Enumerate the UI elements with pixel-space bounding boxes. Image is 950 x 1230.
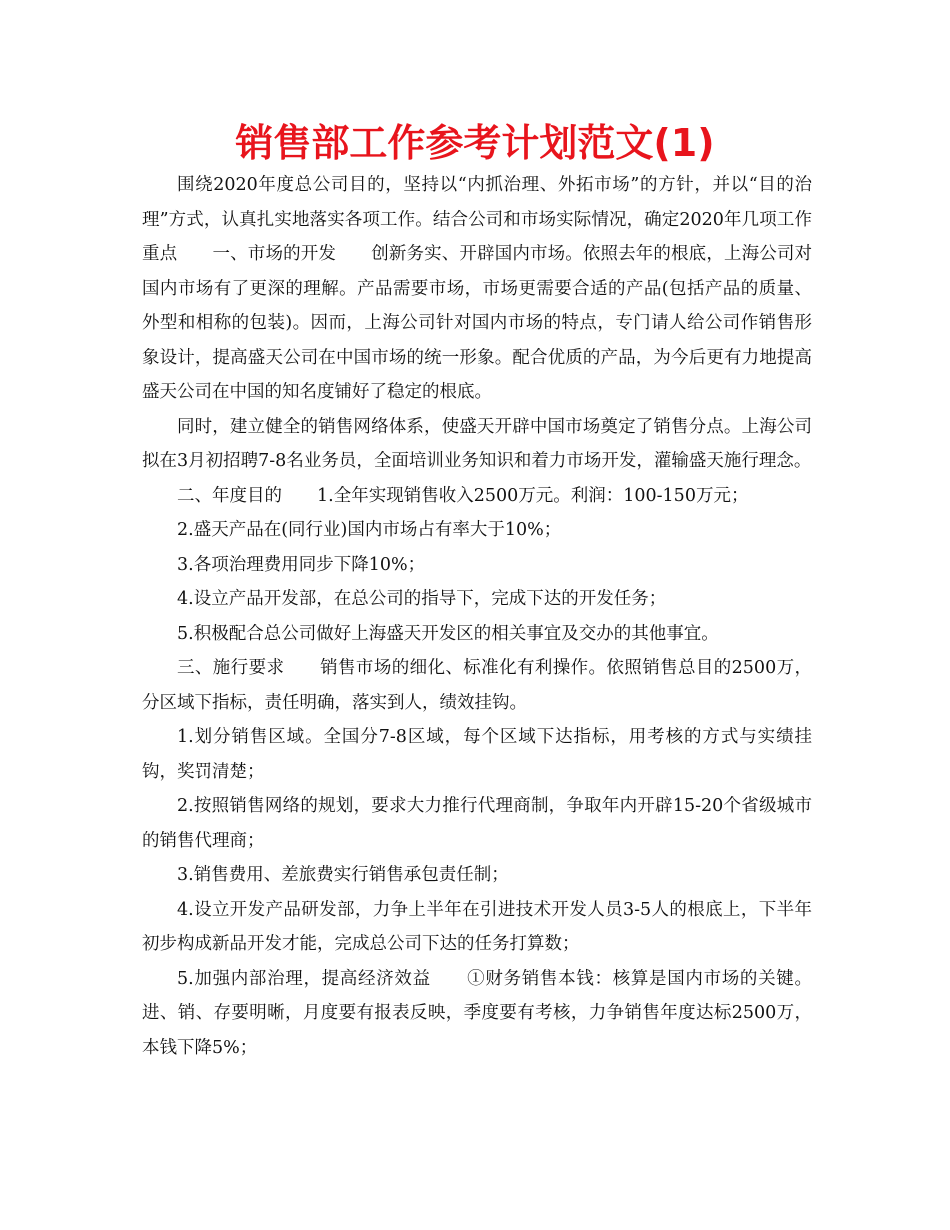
paragraph: 三、施行要求 销售市场的细化、标准化有利操作。依照销售总目的2500万，分区域下指标，责任明确，落实到人，绩效挂钩。: [142, 658, 812, 713]
paragraph: 5.积极配合总公司做好上海盛天开发区的相关事宜及交办的其他事宜。: [177, 623, 719, 644]
paragraph: 2.按照销售网络的规划，要求大力推行代理商制，争取年内开辟15-20个省级城市的销售代理商；: [142, 796, 812, 851]
paragraph: 4.设立开发产品研发部，力争上半年在引进技术开发人员3-5人的根底上，下半年初步构成新品开发才能，完成总公司下达的任务打算数；: [142, 899, 812, 954]
paragraph: 3.各项治理费用同步下降10%；: [177, 554, 426, 575]
document-title: 销售部工作参考计划范文(1): [235, 121, 715, 165]
paragraph: 3.销售费用、差旅费实行销售承包责任制；: [177, 865, 509, 885]
paragraph: 1.划分销售区域。全国分7-8区域，每个区域下达指标，用考核的方式与实绩挂钩，奖罚清楚；: [142, 727, 812, 782]
paragraph: 5.加强内部治理，提高经济效益 ①财务销售本钱：核算是国内市场的关键。进、销、存要明晰，月度要有报表反映，季度要有考核，力争销售年度达标2500万，本钱下降5%；: [142, 968, 812, 1058]
paragraph: 4.设立产品开发部，在总公司的指导下，完成下达的开发任务；: [177, 589, 667, 609]
document-body: [142, 168, 812, 1065]
paragraph: 2.盛天产品在(同行业)国内市场占有率大于10%；: [177, 520, 562, 540]
paragraph: 同时，建立健全的销售网络体系，使盛天开辟中国市场奠定了销售分点。上海公司拟在3月初招聘7-8名业务员，全面培训业务知识和着力市场开发，灌输盛天施行理念。: [142, 416, 812, 471]
paragraph: 围绕2020年度总公司目的，坚持以“内抓治理、外拓市场”的方针，并以“目的治理”方式，认真扎实地落实各项工作。结合公司和市场实际情况，确定2020年几项工作重点 一、市场的开发 创新务实、开辟国内市场。依照去年的根底，上海公司对国内市场有了更深的理解。产品需要市场，市场更需要合适的产品(包括产品的质量、外型和相称的包装)。因而，上海公司针对国内市场的特点，专门请人给公司作销售形象设计，提高盛天公司在中国市场的统一形象。配合优质的产品，为今后更有力地提高盛天公司在中国的知名度铺好了稳定的根底。: [142, 175, 812, 402]
paragraph: 二、年度目的 1.全年实现销售收入2500万元。利润：100-150万元；: [177, 485, 749, 506]
